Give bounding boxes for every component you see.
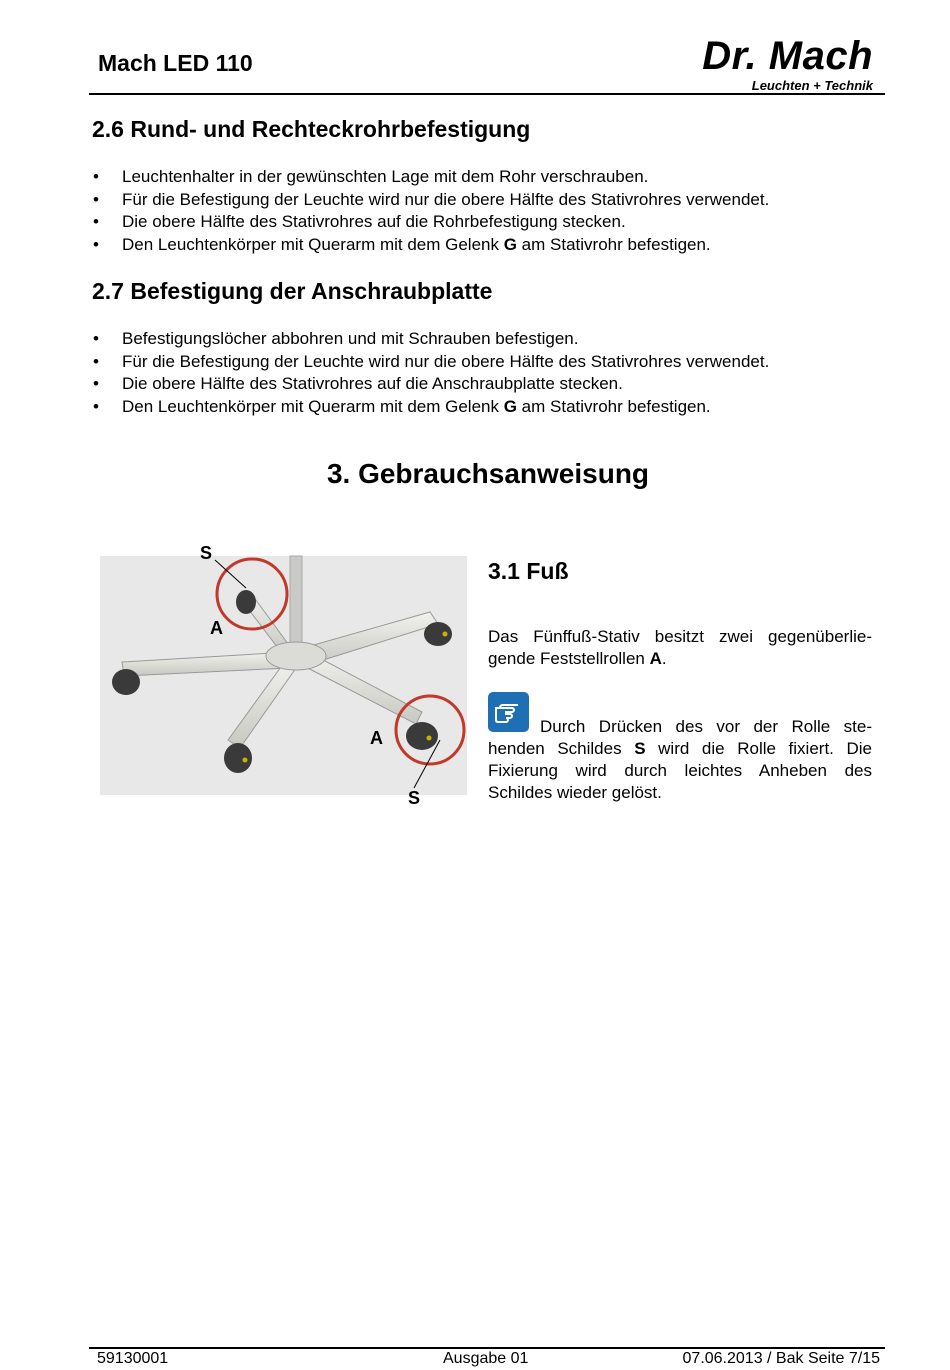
caster (424, 622, 452, 646)
section-2-7-list (90, 328, 769, 418)
list-item: • Für die Befestigung der Leuchte wird nur die obere Hälfte des Stativrohres verwendet. (90, 189, 769, 212)
edition: Ausgabe 01 (443, 1350, 529, 1367)
list-item: • Befestigungslöcher abbohren und mit Schrauben befestigen. (90, 328, 769, 351)
stand-pole (290, 556, 302, 656)
caster (236, 590, 256, 614)
document-title: Mach LED 110 (98, 50, 253, 76)
list-item: • Den Leuchtenkörper mit Querarm mit dem Gelenk G am Stativrohr befestigen. (90, 396, 769, 419)
section-2-6-list (90, 166, 769, 256)
footer-rule (89, 1347, 885, 1349)
chapter-title: 3. Gebrauchsanweisung (326, 458, 650, 489)
label-a-top: A (210, 618, 223, 638)
list-item: • Leuchtenhalter in der gewünschten Lage mit dem Rohr verschrauben. (90, 166, 769, 189)
header-rule (89, 93, 885, 95)
caster (112, 669, 140, 695)
brand-logo: Dr. Mach (702, 34, 873, 78)
section-2-7-title: 2.7 Befestigung der Anschraubplatte (92, 278, 493, 304)
label-s-bottom: S (408, 788, 421, 808)
caster (406, 722, 438, 750)
stand-base-figure (100, 540, 480, 830)
date-page: 07.06.2013 / Bak Seite 7/15 (682, 1350, 880, 1367)
stand-base-illustration (100, 540, 480, 830)
label-a-bottom: A (370, 728, 383, 748)
label-s-top: S (200, 543, 213, 563)
brand-tagline: Leuchten + Technik (751, 78, 873, 93)
paragraph-lock: Durch Drücken des vor der Rolle ste-henden Schildes S wird die Rolle fixiert. Die Fixierung wird durch leichtes Anheben des Schildes wieder gelöst. (488, 717, 873, 802)
section-3-1-title: 3.1 Fuß (488, 558, 569, 584)
list-item: • Den Leuchtenkörper mit Querarm mit dem Gelenk G am Stativrohr befestigen. (90, 234, 769, 257)
paragraph-feet: Das Fünffuß-Stativ besitzt zwei gegenüberlie-gende Feststellrollen A. (488, 627, 872, 668)
list-item: • Die obere Hälfte des Stativrohres auf die Rohrbefestigung stecken. (90, 211, 769, 234)
doc-number: 59130001 (97, 1350, 169, 1367)
list-item: • Die obere Hälfte des Stativrohres auf die Anschraubplatte stecken. (90, 373, 769, 396)
section-2-6-title: 2.6 Rund- und Rechteckrohrbefestigung (92, 116, 531, 142)
stand-hub (266, 642, 326, 670)
caster (224, 743, 252, 773)
list-item: • Für die Befestigung der Leuchte wird nur die obere Hälfte des Stativrohres verwendet. (90, 351, 769, 374)
